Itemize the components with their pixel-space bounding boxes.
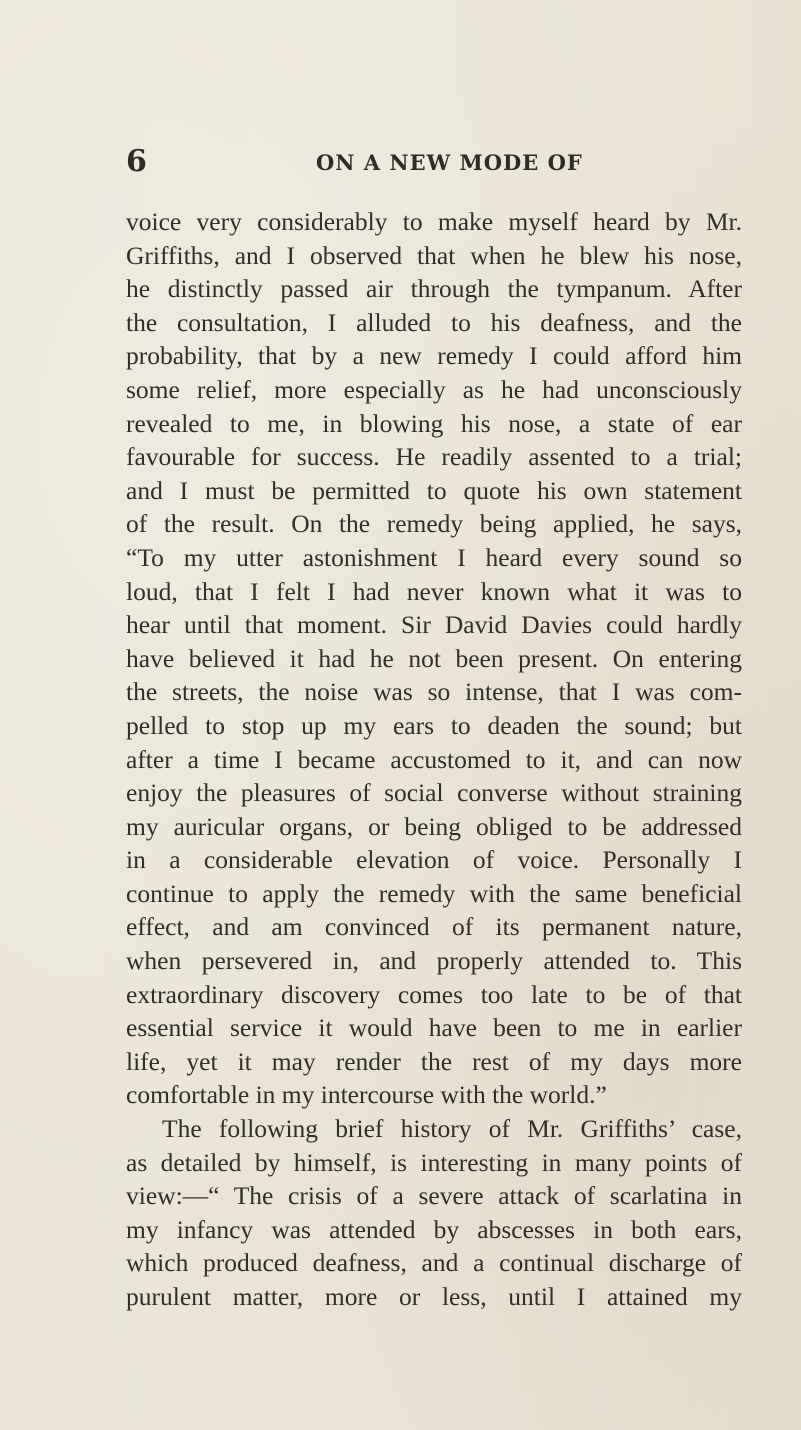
text-line: continue to apply the remedy with the same beneficial <box>126 878 742 908</box>
text-line: have believed it had he not been present. On entering <box>126 643 742 673</box>
text-line: he distinctly passed air through the tympanum. After <box>126 274 742 304</box>
paragraph-2 <box>126 1112 742 1314</box>
text-line: when persevered in, and properly attended to. This <box>126 946 742 976</box>
text-line: probability, that by a new remedy I could afford him <box>126 341 742 371</box>
text-line: view:—“ The crisis of a severe attack of scarlatina in <box>126 1181 742 1211</box>
body-text <box>126 205 742 1314</box>
text-line: The following brief history of Mr. Griffiths’ case, <box>162 1114 742 1144</box>
text-line: my infancy was attended by abscesses in both ears, <box>126 1214 742 1244</box>
text-line: which produced deafness, and a continual discharge of <box>126 1248 742 1278</box>
text-line: extraordinary discovery comes too late to be of that <box>126 979 742 1009</box>
text-line: in a considerable elevation of voice. Personally I <box>126 845 742 875</box>
page-header <box>0 146 801 186</box>
text-line: purulent matter, more or less, until I attained my <box>126 1282 742 1311</box>
text-line: hear until that moment. Sir David Davies could hardly <box>126 610 742 640</box>
text-line: effect, and am convinced of its permanent nature, <box>126 912 742 942</box>
text-line: after a time I became accustomed to it, and can now <box>126 744 742 774</box>
paragraph-1 <box>126 205 742 1112</box>
text-line: voice very considerably to make myself heard by Mr. <box>126 207 742 236</box>
text-line: life, yet it may render the rest of my days more <box>126 1046 742 1076</box>
text-line: the streets, the noise was so intense, that I was com- <box>126 677 742 707</box>
text-line: of the result. On the remedy being applied, he says, <box>126 509 742 539</box>
text-line: as detailed by himself, is interesting in many points of <box>126 1147 742 1177</box>
text-line: Griffiths, and I observed that when he blew his nose, <box>126 240 742 270</box>
text-line: comfortable in my intercourse with the world.” <box>126 1080 607 1110</box>
text-line: essential service it would have been to me in earlier <box>126 1013 742 1043</box>
text-line: my auricular organs, or being obliged to be addressed <box>126 811 742 841</box>
text-line: enjoy the pleasures of social converse without straining <box>126 778 742 808</box>
text-line: revealed to me, in blowing his nose, a state of ear <box>126 408 742 438</box>
page-number: 6 <box>126 144 147 179</box>
text-line: favourable for success. He readily assented to a trial; <box>126 442 742 472</box>
text-line: some relief, more especially as he had unconsciously <box>126 374 742 404</box>
text-line: loud, that I felt I had never known what it was to <box>126 576 742 606</box>
text-line: and I must be permitted to quote his own statement <box>126 475 742 505</box>
running-head: ON A NEW MODE OF <box>316 150 583 175</box>
text-line: “To my utter astonishment I heard every sound so <box>126 542 742 572</box>
text-line: the consultation, I alluded to his deafness, and the <box>126 307 742 337</box>
text-line: pelled to stop up my ears to deaden the sound; but <box>126 710 742 740</box>
